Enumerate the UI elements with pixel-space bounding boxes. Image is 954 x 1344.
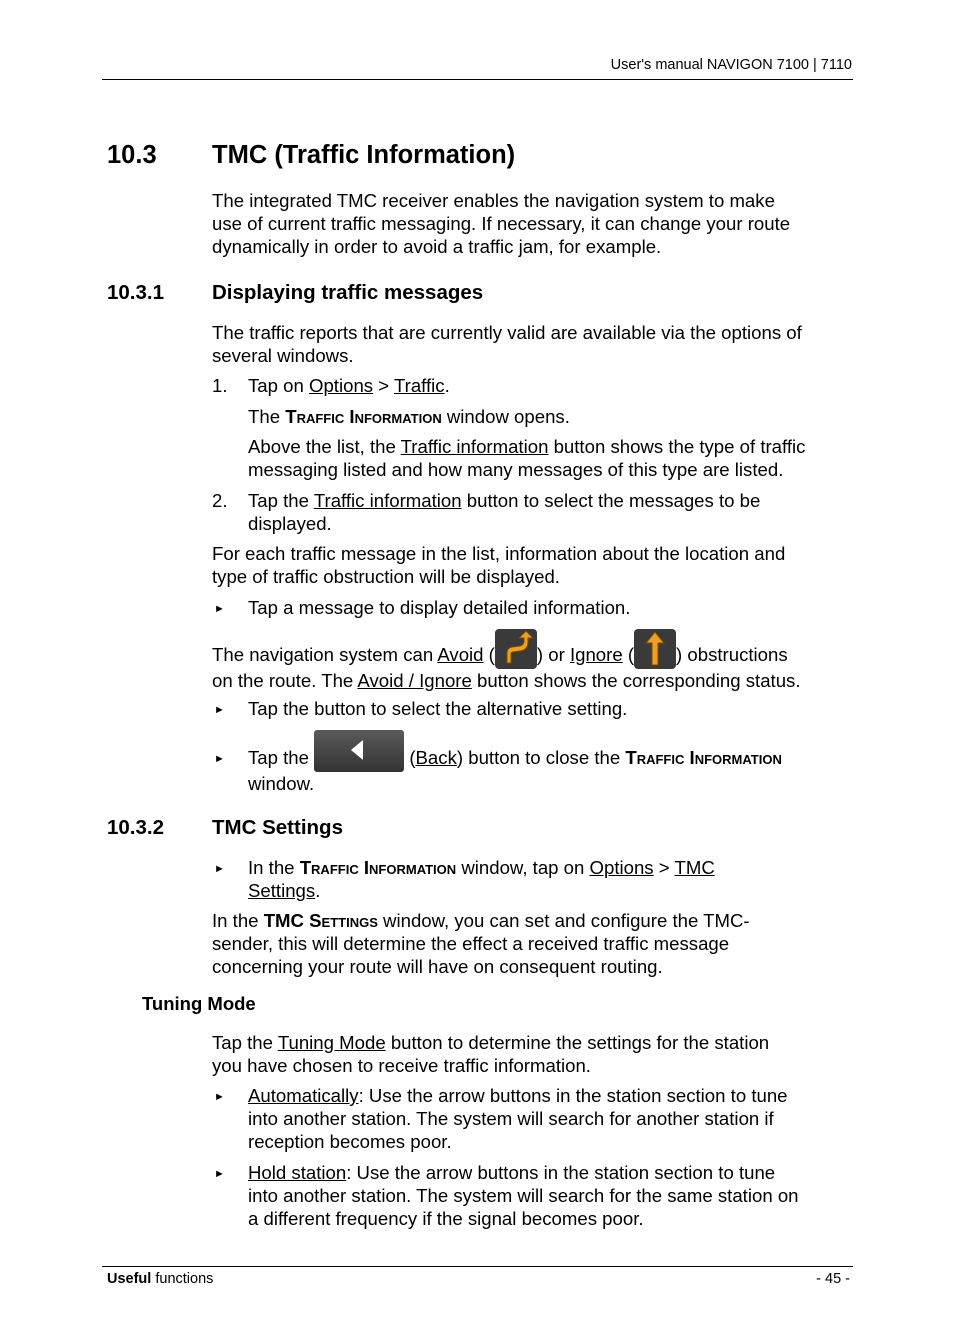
- intro-line: use of current traffic messaging. If necessary, it can change your route: [212, 213, 791, 234]
- footer-text: functions: [151, 1271, 214, 1287]
- options-link[interactable]: Options: [309, 375, 374, 396]
- header-rule: [102, 79, 853, 80]
- bullet-text: Tap a message to display detailed information.: [248, 597, 631, 618]
- paragraph-line: several windows.: [212, 345, 354, 366]
- ignore-icon[interactable]: [634, 629, 676, 669]
- text: Tap on: [248, 375, 309, 396]
- text: The navigation system can: [212, 644, 438, 665]
- text: into another station. The system will search for another station if: [248, 1108, 774, 1129]
- text: window, tap on: [456, 857, 590, 878]
- text: .: [315, 880, 321, 901]
- avoid-ignore-paragraph: [212, 643, 857, 692]
- options-link[interactable]: Options: [589, 857, 654, 878]
- window-name: Traffic Information: [299, 857, 457, 878]
- text: window, you can set and configure the TMC-: [377, 910, 750, 931]
- subsection-title: TMC Settings: [212, 816, 343, 839]
- running-header: User's manual NAVIGON 7100 | 7110: [610, 57, 852, 73]
- text: Above the list, the: [248, 436, 401, 457]
- paragraph-line: type of traffic obstruction will be displayed.: [212, 566, 560, 587]
- bullet-text: [248, 1161, 799, 1230]
- bullet-triangle-icon: ►: [214, 704, 225, 716]
- traffic-information-link[interactable]: Traffic information: [313, 490, 462, 511]
- text: (: [622, 644, 635, 665]
- footer-bold: Useful: [107, 1271, 152, 1287]
- tuning-mode-link[interactable]: Tuning Mode: [277, 1032, 386, 1053]
- text: In the: [248, 857, 300, 878]
- step-1-result: [248, 405, 570, 428]
- section-intro: [212, 189, 790, 258]
- text: a different frequency if the signal becomes poor.: [248, 1208, 644, 1229]
- text: ) button to close the: [456, 747, 626, 768]
- bullet-text: [248, 1084, 788, 1153]
- text: >: [373, 375, 394, 396]
- text: concerning your route will have on consequent routing.: [212, 956, 663, 977]
- text: .: [444, 375, 450, 396]
- text: : Use the arrow buttons in the station section to tune: [358, 1085, 788, 1106]
- text: window opens.: [441, 406, 570, 427]
- subsection-number: 10.3.2: [107, 816, 164, 839]
- text: button to determine the settings for the station: [385, 1032, 770, 1053]
- footer-rule: [102, 1266, 853, 1267]
- paragraph-line: The traffic reports that are currently valid are available via the options of: [212, 322, 802, 343]
- text: button shows the corresponding status.: [471, 670, 801, 691]
- text: ) obstructions: [676, 644, 788, 665]
- text: : Use the arrow buttons in the station section to tune: [346, 1162, 776, 1183]
- paragraph: [212, 542, 785, 588]
- page-number: - 45 -: [816, 1271, 850, 1287]
- bullet-text: [248, 856, 715, 902]
- step-number: 1.: [212, 375, 228, 396]
- text: ) or: [536, 644, 570, 665]
- tmc-settings-link[interactable]: TMC: [674, 857, 715, 878]
- automatically-link[interactable]: Automatically: [248, 1085, 359, 1106]
- back-button-icon[interactable]: [314, 730, 404, 772]
- text: you have chosen to receive traffic information.: [212, 1055, 591, 1076]
- section-title: TMC (Traffic Information): [212, 141, 516, 169]
- window-name: TMC Settings: [263, 910, 378, 931]
- paragraph: [212, 1031, 769, 1077]
- bullet-triangle-icon: ►: [214, 1168, 225, 1180]
- step-number: 2.: [212, 490, 228, 511]
- back-bullet: [248, 746, 858, 795]
- subsection-number: 10.3.1: [107, 281, 164, 304]
- tuning-mode-heading: Tuning Mode: [142, 993, 256, 1014]
- text: reception becomes poor.: [248, 1131, 452, 1152]
- text: (: [404, 747, 416, 768]
- avoid-link[interactable]: Avoid: [437, 644, 484, 665]
- text: button to select the messages to be: [461, 490, 761, 511]
- hold-station-link[interactable]: Hold station: [248, 1162, 347, 1183]
- traffic-link[interactable]: Traffic: [393, 375, 445, 396]
- bullet-text: Tap the button to select the alternative setting.: [248, 698, 628, 719]
- bullet-triangle-icon: ►: [214, 863, 225, 875]
- text: (: [483, 644, 495, 665]
- text: into another station. The system will search for the same station on: [248, 1185, 799, 1206]
- intro-line: dynamically in order to avoid a traffic jam, for example.: [212, 236, 662, 257]
- traffic-information-link[interactable]: Traffic information: [400, 436, 549, 457]
- text: Tap the: [248, 490, 314, 511]
- text: Tap the: [248, 747, 315, 768]
- text: button shows the type of traffic: [548, 436, 806, 457]
- text: messaging listed and how many messages of this type are listed.: [248, 459, 784, 480]
- text: on the route. The: [212, 670, 358, 691]
- footer-left: [107, 1271, 213, 1287]
- bullet-triangle-icon: ►: [214, 753, 225, 765]
- bullet-triangle-icon: ►: [214, 603, 225, 615]
- subsection-title: Displaying traffic messages: [212, 281, 484, 304]
- paragraph-line: For each traffic message in the list, information about the location and: [212, 543, 786, 564]
- paragraph: [212, 909, 750, 978]
- text: Tap the: [212, 1032, 278, 1053]
- section-number: 10.3: [107, 141, 157, 169]
- avoid-icon[interactable]: [495, 629, 537, 669]
- step-1: [248, 374, 450, 397]
- window-name: Traffic Information: [285, 406, 442, 427]
- text: >: [653, 857, 675, 878]
- text: sender, this will determine the effect a received traffic message: [212, 933, 730, 954]
- step-1-note: [248, 435, 805, 481]
- back-link[interactable]: Back: [415, 747, 457, 768]
- tmc-settings-link[interactable]: Settings: [248, 880, 316, 901]
- text: The: [248, 406, 286, 427]
- bullet-triangle-icon: ►: [214, 1091, 225, 1103]
- text: window.: [248, 773, 315, 794]
- window-name: Traffic Information: [625, 747, 782, 768]
- paragraph: [212, 321, 802, 367]
- text: displayed.: [248, 513, 332, 534]
- ignore-link[interactable]: Ignore: [569, 644, 623, 665]
- avoid-ignore-link[interactable]: Avoid / Ignore: [357, 670, 472, 691]
- text: In the: [212, 910, 264, 931]
- intro-line: The integrated TMC receiver enables the navigation system to make: [212, 190, 775, 211]
- step-2: [248, 489, 760, 535]
